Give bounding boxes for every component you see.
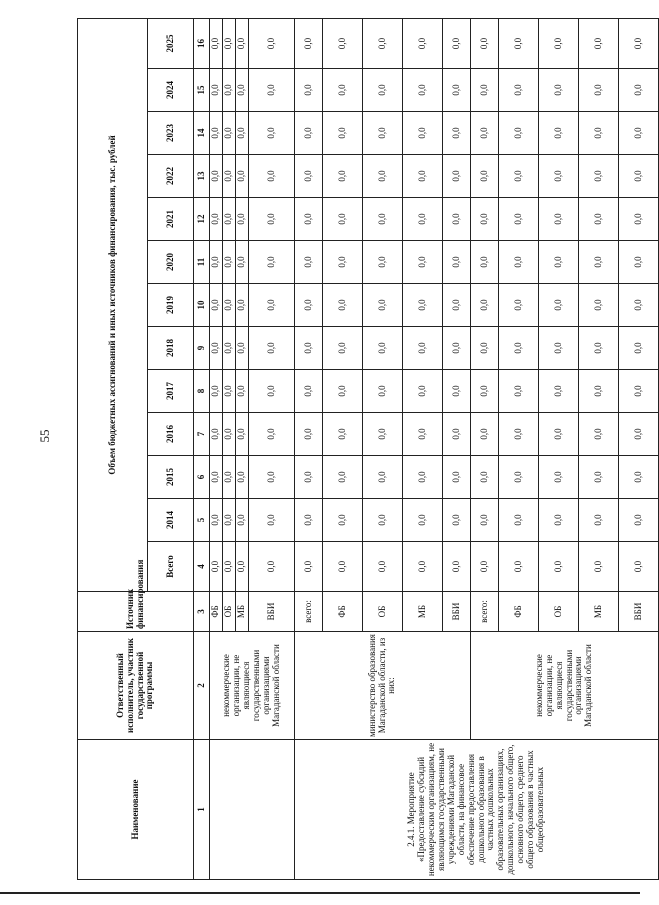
value-cell: 0,0 <box>619 155 659 198</box>
value-cell: 0,0 <box>499 69 539 112</box>
col-number: 13 <box>194 155 210 198</box>
value-cell: 0,0 <box>249 241 295 284</box>
value-cell: 0,0 <box>323 69 363 112</box>
value-cell: 0,0 <box>579 284 619 327</box>
value-cell: 0,0 <box>295 499 323 542</box>
value-cell: 0,0 <box>295 241 323 284</box>
value-cell: 0,0 <box>403 327 443 370</box>
value-cell: 0,0 <box>443 69 471 112</box>
header-executor: Ответственный исполнитель, участник государственной программы <box>78 632 194 740</box>
name-cell-empty <box>210 740 295 880</box>
value-cell: 0,0 <box>471 284 499 327</box>
header-year: 2018 <box>148 327 194 370</box>
page-number: 55 <box>37 429 52 443</box>
source-cell: МБ <box>236 592 249 632</box>
col-number: 3 <box>194 592 210 632</box>
value-cell: 0,0 <box>223 542 236 592</box>
value-cell: 0,0 <box>295 456 323 499</box>
value-cell: 0,0 <box>210 19 223 69</box>
value-cell: 0,0 <box>403 19 443 69</box>
value-cell: 0,0 <box>363 327 403 370</box>
value-cell: 0,0 <box>223 370 236 413</box>
col-number: 10 <box>194 284 210 327</box>
col-number: 6 <box>194 456 210 499</box>
value-cell: 0,0 <box>249 542 295 592</box>
rotated-table-frame <box>77 20 643 880</box>
value-cell: 0,0 <box>295 112 323 155</box>
value-cell: 0,0 <box>249 112 295 155</box>
value-cell: 0,0 <box>471 413 499 456</box>
value-cell: 0,0 <box>236 155 249 198</box>
source-cell: ФБ <box>499 592 539 632</box>
value-cell: 0,0 <box>403 198 443 241</box>
value-cell: 0,0 <box>579 198 619 241</box>
col-number: 14 <box>194 112 210 155</box>
value-cell: 0,0 <box>223 69 236 112</box>
source-cell: ОБ <box>223 592 236 632</box>
header-year: 2014 <box>148 499 194 542</box>
value-cell: 0,0 <box>443 413 471 456</box>
source-cell: ВБИ <box>443 592 471 632</box>
value-cell: 0,0 <box>210 456 223 499</box>
header-year: 2025 <box>148 19 194 69</box>
value-cell: 0,0 <box>236 19 249 69</box>
value-cell: 0,0 <box>323 499 363 542</box>
value-cell: 0,0 <box>210 241 223 284</box>
value-cell: 0,0 <box>619 413 659 456</box>
header-total: Всего <box>148 542 194 592</box>
value-cell: 0,0 <box>443 19 471 69</box>
value-cell: 0,0 <box>579 241 619 284</box>
value-cell: 0,0 <box>471 370 499 413</box>
value-cell: 0,0 <box>295 542 323 592</box>
value-cell: 0,0 <box>223 198 236 241</box>
value-cell: 0,0 <box>403 155 443 198</box>
value-cell: 0,0 <box>363 198 403 241</box>
value-cell: 0,0 <box>249 327 295 370</box>
value-cell: 0,0 <box>471 155 499 198</box>
value-cell: 0,0 <box>323 155 363 198</box>
value-cell: 0,0 <box>236 69 249 112</box>
value-cell: 0,0 <box>223 327 236 370</box>
value-cell: 0,0 <box>363 542 403 592</box>
value-cell: 0,0 <box>499 241 539 284</box>
source-cell: всего: <box>471 592 499 632</box>
value-cell: 0,0 <box>499 542 539 592</box>
value-cell: 0,0 <box>539 69 579 112</box>
value-cell: 0,0 <box>295 327 323 370</box>
value-cell: 0,0 <box>223 155 236 198</box>
value-cell: 0,0 <box>236 370 249 413</box>
value-cell: 0,0 <box>403 284 443 327</box>
col-number: 1 <box>194 740 210 880</box>
value-cell: 0,0 <box>499 499 539 542</box>
header-year: 2022 <box>148 155 194 198</box>
header-volume: Объем бюджетных ассигнований и иных источников финансирования, тыс. рублей <box>78 19 148 592</box>
value-cell: 0,0 <box>210 112 223 155</box>
value-cell: 0,0 <box>363 241 403 284</box>
value-cell: 0,0 <box>295 155 323 198</box>
value-cell: 0,0 <box>323 327 363 370</box>
value-cell: 0,0 <box>499 198 539 241</box>
value-cell: 0,0 <box>403 542 443 592</box>
header-year: 2016 <box>148 413 194 456</box>
header-year: 2021 <box>148 198 194 241</box>
budget-table <box>77 18 659 880</box>
value-cell: 0,0 <box>295 370 323 413</box>
col-number: 9 <box>194 327 210 370</box>
value-cell: 0,0 <box>295 19 323 69</box>
value-cell: 0,0 <box>363 499 403 542</box>
source-cell: ВБИ <box>249 592 295 632</box>
value-cell: 0,0 <box>539 112 579 155</box>
value-cell: 0,0 <box>249 413 295 456</box>
value-cell: 0,0 <box>619 19 659 69</box>
value-cell: 0,0 <box>471 327 499 370</box>
value-cell: 0,0 <box>323 241 363 284</box>
value-cell: 0,0 <box>363 155 403 198</box>
value-cell: 0,0 <box>249 456 295 499</box>
value-cell: 0,0 <box>295 413 323 456</box>
value-cell: 0,0 <box>363 19 403 69</box>
value-cell: 0,0 <box>363 413 403 456</box>
source-cell: ФБ <box>323 592 363 632</box>
value-cell: 0,0 <box>249 69 295 112</box>
value-cell: 0,0 <box>210 155 223 198</box>
table-body <box>210 19 659 880</box>
value-cell: 0,0 <box>223 19 236 69</box>
header-year: 2023 <box>148 112 194 155</box>
value-cell: 0,0 <box>363 112 403 155</box>
value-cell: 0,0 <box>363 69 403 112</box>
col-number: 15 <box>194 69 210 112</box>
value-cell: 0,0 <box>363 370 403 413</box>
value-cell: 0,0 <box>619 284 659 327</box>
value-cell: 0,0 <box>223 499 236 542</box>
value-cell: 0,0 <box>579 69 619 112</box>
source-cell: всего: <box>295 592 323 632</box>
value-cell: 0,0 <box>619 327 659 370</box>
value-cell: 0,0 <box>579 155 619 198</box>
value-cell: 0,0 <box>323 19 363 69</box>
value-cell: 0,0 <box>619 542 659 592</box>
value-cell: 0,0 <box>539 456 579 499</box>
value-cell: 0,0 <box>210 327 223 370</box>
source-cell: МБ <box>403 592 443 632</box>
value-cell: 0,0 <box>539 198 579 241</box>
value-cell: 0,0 <box>619 370 659 413</box>
col-number: 5 <box>194 499 210 542</box>
value-cell: 0,0 <box>236 284 249 327</box>
value-cell: 0,0 <box>223 456 236 499</box>
value-cell: 0,0 <box>619 112 659 155</box>
executor-cell: некоммерческие организации, не являющиеся государственными организациями Магаданской области <box>210 632 295 740</box>
value-cell: 0,0 <box>210 542 223 592</box>
value-cell: 0,0 <box>210 370 223 413</box>
value-cell: 0,0 <box>579 499 619 542</box>
column-number-row <box>194 19 210 880</box>
value-cell: 0,0 <box>539 542 579 592</box>
value-cell: 0,0 <box>539 413 579 456</box>
value-cell: 0,0 <box>249 284 295 327</box>
value-cell: 0,0 <box>499 327 539 370</box>
value-cell: 0,0 <box>619 198 659 241</box>
value-cell: 0,0 <box>323 198 363 241</box>
source-cell: ОБ <box>539 592 579 632</box>
rotated-table-wrapper <box>77 20 643 880</box>
executor-cell: министерство образования Магаданской области, из них: <box>295 632 471 740</box>
value-cell: 0,0 <box>363 284 403 327</box>
value-cell: 0,0 <box>539 241 579 284</box>
value-cell: 0,0 <box>295 284 323 327</box>
value-cell: 0,0 <box>249 370 295 413</box>
value-cell: 0,0 <box>323 284 363 327</box>
value-cell: 0,0 <box>236 542 249 592</box>
value-cell: 0,0 <box>403 112 443 155</box>
col-number: 8 <box>194 370 210 413</box>
value-cell: 0,0 <box>471 19 499 69</box>
value-cell: 0,0 <box>471 241 499 284</box>
value-cell: 0,0 <box>443 542 471 592</box>
value-cell: 0,0 <box>499 112 539 155</box>
value-cell: 0,0 <box>323 370 363 413</box>
value-cell: 0,0 <box>223 284 236 327</box>
value-cell: 0,0 <box>443 241 471 284</box>
value-cell: 0,0 <box>619 499 659 542</box>
value-cell: 0,0 <box>323 542 363 592</box>
value-cell: 0,0 <box>223 413 236 456</box>
value-cell: 0,0 <box>236 456 249 499</box>
col-number: 11 <box>194 241 210 284</box>
value-cell: 0,0 <box>323 456 363 499</box>
value-cell: 0,0 <box>249 155 295 198</box>
value-cell: 0,0 <box>403 69 443 112</box>
value-cell: 0,0 <box>539 155 579 198</box>
value-cell: 0,0 <box>443 370 471 413</box>
value-cell: 0,0 <box>579 456 619 499</box>
col-number: 2 <box>194 632 210 740</box>
col-number: 7 <box>194 413 210 456</box>
value-cell: 0,0 <box>443 327 471 370</box>
value-cell: 0,0 <box>323 112 363 155</box>
table-row <box>295 19 323 880</box>
value-cell: 0,0 <box>471 542 499 592</box>
value-cell: 0,0 <box>539 19 579 69</box>
col-number: 12 <box>194 198 210 241</box>
value-cell: 0,0 <box>443 499 471 542</box>
value-cell: 0,0 <box>499 370 539 413</box>
value-cell: 0,0 <box>403 370 443 413</box>
value-cell: 0,0 <box>579 413 619 456</box>
value-cell: 0,0 <box>403 413 443 456</box>
value-cell: 0,0 <box>443 284 471 327</box>
value-cell: 0,0 <box>443 155 471 198</box>
value-cell: 0,0 <box>363 456 403 499</box>
value-cell: 0,0 <box>579 370 619 413</box>
value-cell: 0,0 <box>471 112 499 155</box>
value-cell: 0,0 <box>236 413 249 456</box>
value-cell: 0,0 <box>210 69 223 112</box>
value-cell: 0,0 <box>619 241 659 284</box>
value-cell: 0,0 <box>210 284 223 327</box>
header-year: 2019 <box>148 284 194 327</box>
value-cell: 0,0 <box>539 327 579 370</box>
value-cell: 0,0 <box>236 198 249 241</box>
value-cell: 0,0 <box>499 284 539 327</box>
value-cell: 0,0 <box>249 198 295 241</box>
header-name: Наименование <box>78 740 194 880</box>
value-cell: 0,0 <box>619 69 659 112</box>
value-cell: 0,0 <box>403 499 443 542</box>
value-cell: 0,0 <box>539 284 579 327</box>
header-year: 2020 <box>148 241 194 284</box>
header-year: 2015 <box>148 456 194 499</box>
col-number: 16 <box>194 19 210 69</box>
measure-name-cell: 2.4.1. Мероприятие «Предоставление субсидий некоммерческим организациям, не являющимся государственными учреждениями Магаданской области, на финансовое обеспечение предоставления дошкольного образования в частных дошкольных образовательных организациях, дошкольного, начального общего, основного общего, среднего общего образования в частных общеобразовательных <box>295 740 659 880</box>
value-cell: 0,0 <box>403 456 443 499</box>
value-cell: 0,0 <box>579 112 619 155</box>
value-cell: 0,0 <box>295 69 323 112</box>
value-cell: 0,0 <box>539 370 579 413</box>
value-cell: 0,0 <box>471 198 499 241</box>
value-cell: 0,0 <box>236 241 249 284</box>
header-year: 2024 <box>148 69 194 112</box>
col-number: 4 <box>194 542 210 592</box>
value-cell: 0,0 <box>499 456 539 499</box>
table-row <box>210 19 223 880</box>
value-cell: 0,0 <box>403 241 443 284</box>
value-cell: 0,0 <box>210 198 223 241</box>
value-cell: 0,0 <box>443 198 471 241</box>
value-cell: 0,0 <box>539 499 579 542</box>
value-cell: 0,0 <box>236 499 249 542</box>
value-cell: 0,0 <box>223 112 236 155</box>
value-cell: 0,0 <box>249 19 295 69</box>
source-cell: ОБ <box>363 592 403 632</box>
source-cell: ВБИ <box>619 592 659 632</box>
value-cell: 0,0 <box>619 456 659 499</box>
value-cell: 0,0 <box>471 456 499 499</box>
header-source: Источник финансирования <box>78 592 194 632</box>
value-cell: 0,0 <box>223 241 236 284</box>
value-cell: 0,0 <box>236 112 249 155</box>
value-cell: 0,0 <box>295 198 323 241</box>
bottom-rule <box>0 892 640 894</box>
header-year: 2017 <box>148 370 194 413</box>
value-cell: 0,0 <box>471 69 499 112</box>
value-cell: 0,0 <box>249 499 295 542</box>
value-cell: 0,0 <box>443 456 471 499</box>
value-cell: 0,0 <box>579 542 619 592</box>
source-cell: МБ <box>579 592 619 632</box>
value-cell: 0,0 <box>499 413 539 456</box>
value-cell: 0,0 <box>323 413 363 456</box>
value-cell: 0,0 <box>499 19 539 69</box>
executor-cell: некоммерческие организации, не являющиеся государственными организациями Магаданской области <box>471 632 659 740</box>
value-cell: 0,0 <box>499 155 539 198</box>
value-cell: 0,0 <box>579 19 619 69</box>
value-cell: 0,0 <box>210 413 223 456</box>
value-cell: 0,0 <box>579 327 619 370</box>
value-cell: 0,0 <box>471 499 499 542</box>
value-cell: 0,0 <box>443 112 471 155</box>
source-cell: ФБ <box>210 592 223 632</box>
value-cell: 0,0 <box>236 327 249 370</box>
value-cell: 0,0 <box>210 499 223 542</box>
